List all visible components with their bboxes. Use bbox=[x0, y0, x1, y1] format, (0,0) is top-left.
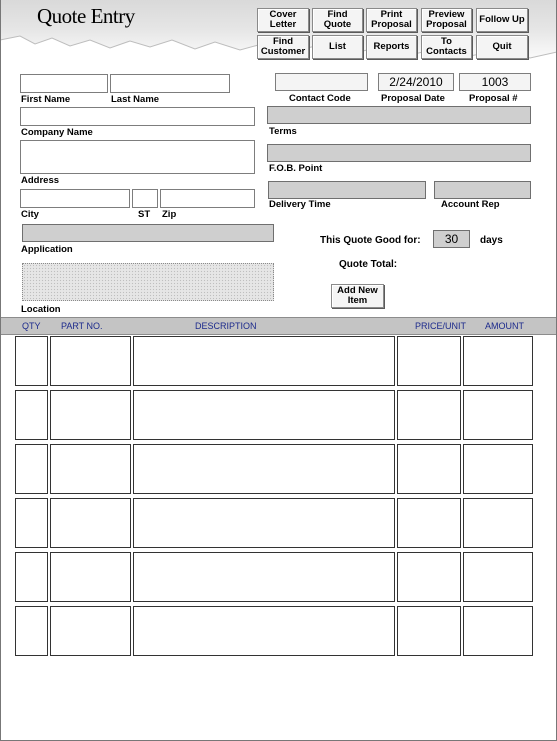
company-name-field[interactable] bbox=[20, 107, 255, 126]
column-header-description: DESCRIPTION bbox=[195, 321, 257, 331]
cover-letter-button[interactable]: Cover Letter bbox=[257, 8, 309, 32]
description-cell[interactable] bbox=[133, 498, 395, 548]
part-no-cell[interactable] bbox=[50, 552, 131, 602]
price-unit-cell[interactable] bbox=[397, 552, 461, 602]
part-no-cell[interactable] bbox=[50, 498, 131, 548]
application-label: Application bbox=[21, 244, 73, 255]
qty-cell[interactable] bbox=[15, 444, 48, 494]
column-header-part-no: PART NO. bbox=[61, 321, 103, 331]
company-name-label: Company Name bbox=[21, 127, 93, 138]
amount-cell[interactable] bbox=[463, 606, 533, 656]
qty-cell[interactable] bbox=[15, 390, 48, 440]
qty-cell[interactable] bbox=[15, 552, 48, 602]
proposal-date-label: Proposal Date bbox=[381, 93, 445, 104]
list-button[interactable]: List bbox=[312, 35, 363, 59]
reports-button[interactable]: Reports bbox=[366, 35, 417, 59]
items-table-header bbox=[0, 317, 557, 335]
qty-cell[interactable] bbox=[15, 336, 48, 386]
first-name-field[interactable] bbox=[20, 74, 108, 93]
terms-field[interactable] bbox=[267, 106, 531, 124]
part-no-cell[interactable] bbox=[50, 390, 131, 440]
quote-good-for-label: This Quote Good for: bbox=[320, 235, 421, 246]
contact-code-field[interactable] bbox=[275, 73, 368, 91]
find-customer-button[interactable]: Find Customer bbox=[257, 35, 309, 59]
description-cell[interactable] bbox=[133, 552, 395, 602]
contact-code-label: Contact Code bbox=[289, 93, 351, 104]
part-no-cell[interactable] bbox=[50, 444, 131, 494]
last-name-label: Last Name bbox=[111, 94, 160, 105]
delivery-time-label: Delivery Time bbox=[269, 199, 331, 210]
amount-cell[interactable] bbox=[463, 444, 533, 494]
quit-button[interactable]: Quit bbox=[476, 35, 528, 59]
description-cell[interactable] bbox=[133, 444, 395, 494]
days-label: days bbox=[480, 235, 503, 246]
price-unit-cell[interactable] bbox=[397, 498, 461, 548]
last-name-field[interactable] bbox=[110, 74, 230, 93]
proposal-number-field[interactable]: 1003 bbox=[459, 73, 531, 91]
zip-field[interactable] bbox=[160, 189, 255, 208]
amount-cell[interactable] bbox=[463, 552, 533, 602]
column-header-qty: QTY bbox=[22, 321, 41, 331]
amount-cell[interactable] bbox=[463, 498, 533, 548]
column-header-amount: AMOUNT bbox=[485, 321, 524, 331]
price-unit-cell[interactable] bbox=[397, 336, 461, 386]
price-unit-cell[interactable] bbox=[397, 606, 461, 656]
proposal-date-field[interactable]: 2/24/2010 bbox=[378, 73, 454, 91]
address-field[interactable] bbox=[20, 140, 255, 174]
description-cell[interactable] bbox=[133, 606, 395, 656]
account-rep-label: Account Rep bbox=[441, 199, 500, 210]
city-label: City bbox=[21, 209, 39, 220]
account-rep-field[interactable] bbox=[434, 181, 531, 199]
description-cell[interactable] bbox=[133, 336, 395, 386]
fob-point-field[interactable] bbox=[267, 144, 531, 162]
proposal-number-label: Proposal # bbox=[469, 93, 518, 104]
address-label: Address bbox=[21, 175, 60, 186]
zip-label: Zip bbox=[162, 209, 177, 220]
first-name-label: First Name bbox=[21, 94, 71, 105]
add-new-item-button[interactable]: Add New Item bbox=[331, 284, 384, 308]
amount-cell[interactable] bbox=[463, 390, 533, 440]
price-unit-cell[interactable] bbox=[397, 444, 461, 494]
quote-total-label: Quote Total: bbox=[339, 259, 398, 270]
fob-point-label: F.O.B. Point bbox=[269, 163, 323, 174]
city-field[interactable] bbox=[20, 189, 130, 208]
find-quote-button[interactable]: Find Quote bbox=[312, 8, 363, 32]
application-field[interactable] bbox=[22, 224, 274, 242]
quote-good-for-days-field[interactable]: 30 bbox=[433, 230, 470, 248]
to-contacts-button[interactable]: To Contacts bbox=[421, 35, 472, 59]
print-proposal-button[interactable]: Print Proposal bbox=[366, 8, 417, 32]
follow-up-button[interactable]: Follow Up bbox=[476, 8, 528, 32]
location-field[interactable] bbox=[22, 263, 274, 301]
preview-proposal-button[interactable]: Preview Proposal bbox=[421, 8, 472, 32]
qty-cell[interactable] bbox=[15, 498, 48, 548]
state-field[interactable] bbox=[132, 189, 158, 208]
price-unit-cell[interactable] bbox=[397, 390, 461, 440]
state-label: ST bbox=[138, 209, 151, 220]
delivery-time-field[interactable] bbox=[268, 181, 426, 199]
qty-cell[interactable] bbox=[15, 606, 48, 656]
part-no-cell[interactable] bbox=[50, 606, 131, 656]
part-no-cell[interactable] bbox=[50, 336, 131, 386]
description-cell[interactable] bbox=[133, 390, 395, 440]
location-label: Location bbox=[21, 304, 61, 315]
column-header-price-unit: PRICE/UNIT bbox=[415, 321, 467, 331]
terms-label: Terms bbox=[269, 126, 297, 137]
amount-cell[interactable] bbox=[463, 336, 533, 386]
page-title: Quote Entry bbox=[37, 4, 135, 28]
